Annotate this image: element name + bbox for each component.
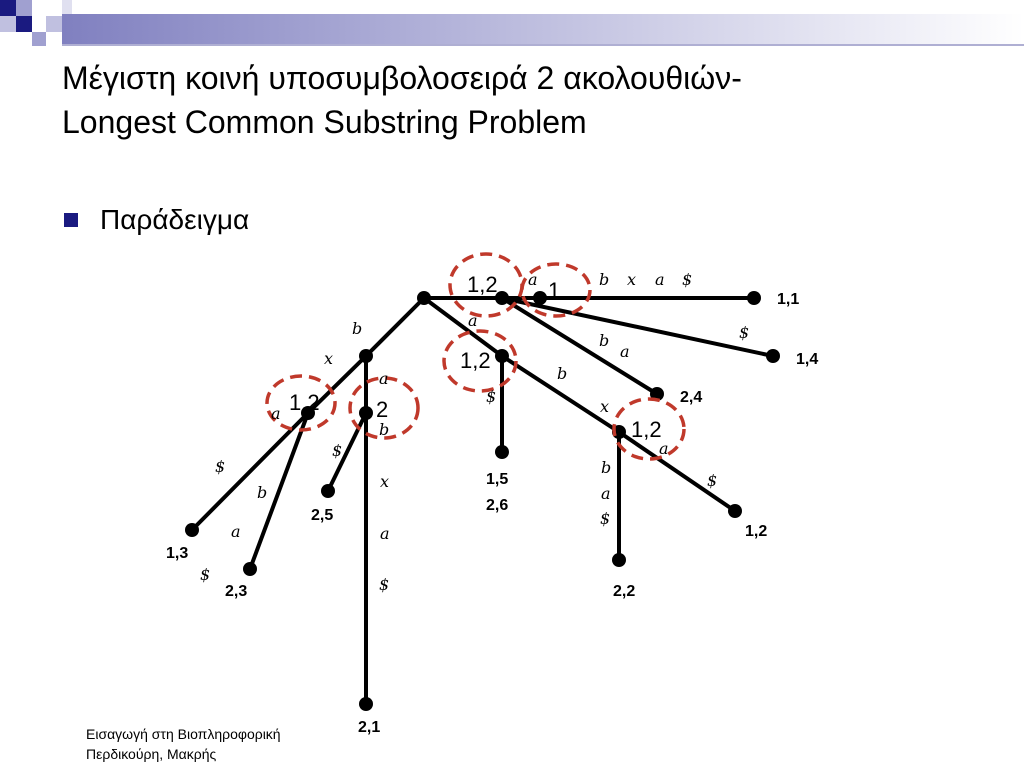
edge-label-dollar-15: $	[486, 387, 497, 406]
edge-label-a-top2: a	[655, 270, 665, 289]
leaf-label-2-1: 2,1	[358, 719, 381, 736]
edge-label-x-top: x	[627, 270, 637, 289]
leaf-label-1-2: 1,2	[745, 523, 768, 540]
bullet-text: Παράδειγμα	[100, 204, 250, 235]
node-leaf23	[243, 562, 257, 576]
edge-label-dollar-12: $	[707, 471, 718, 490]
edge-label-dollar-22: $	[600, 509, 611, 528]
leaf-label-1-1: 1,1	[777, 291, 800, 308]
title-line-greek: Μέγιστη κοινή υποσυμβολοσειρά 2 ακολουθιών-	[62, 60, 742, 96]
edge-label-dollar-14: $	[739, 323, 750, 342]
footer-line-course: Εισαγωγή στη Βιοπληροφορική	[86, 726, 281, 742]
edge-label-dollar-13: $	[215, 457, 226, 476]
node-leaf22	[612, 553, 626, 567]
edge-label-b-inner: b	[379, 420, 390, 439]
node-n1	[533, 291, 547, 305]
marker-label-left: 1,2	[289, 390, 320, 415]
edge-label-a-top: a	[528, 270, 538, 289]
node-root	[417, 291, 431, 305]
edge-label-x-left: x	[324, 349, 334, 368]
edge-n12-leaf24	[502, 298, 657, 394]
edge-nright-leaf12	[619, 432, 735, 511]
footer-line-authors: Περδικούρη, Μακρής	[86, 746, 217, 762]
edge-label-b-left: b	[352, 319, 363, 338]
node-ntwo	[359, 406, 373, 420]
edge-label-b-23: b	[257, 483, 268, 502]
edge-label-a-22: a	[601, 484, 611, 503]
node-leaf11	[747, 291, 761, 305]
leaf-label-2-3: 2,3	[225, 583, 248, 600]
edge-label-dollar-top: $	[682, 270, 693, 289]
node-nmid	[495, 349, 509, 363]
edge-label-b-24: b	[599, 331, 610, 350]
edge-label-a-inner: a	[379, 369, 389, 388]
leaf-label-1-3: 1,3	[166, 545, 189, 562]
leaf-labels	[166, 291, 818, 736]
edge-label-b-top: b	[599, 270, 610, 289]
edge-label-a-mid: a	[468, 311, 478, 330]
leaf-label-1-4: 1,4	[796, 351, 819, 368]
edge-label-a-23: a	[231, 522, 241, 541]
node-leaf13	[185, 523, 199, 537]
leaf-label-2-6: 2,6	[486, 497, 509, 514]
marker-label-two: 2	[376, 397, 389, 422]
edge-label-a-21: a	[380, 524, 390, 543]
edge-label-x-mid: x	[600, 397, 610, 416]
edge-label-dollar-25: $	[332, 441, 343, 460]
leaf-label-2-2: 2,2	[613, 583, 636, 600]
edge-n12-leaf14	[502, 298, 773, 356]
edge-label-a-24: a	[620, 342, 630, 361]
edge-label-b-mid: b	[557, 364, 568, 383]
marker-label-root: 1,2	[467, 272, 498, 297]
marker-label-mid: 1,2	[460, 348, 491, 373]
node-nleftup	[359, 349, 373, 363]
leaf-label-2-4: 2,4	[680, 389, 703, 406]
node-leaf25	[321, 484, 335, 498]
leaf-label-1-5: 1,5	[486, 471, 509, 488]
edge-label-dollar-21: $	[379, 575, 390, 594]
node-leaf12	[728, 504, 742, 518]
edge-label-dollar-23: $	[200, 565, 211, 584]
marker-label-right: 1,2	[631, 417, 662, 442]
edge-labels	[200, 270, 749, 594]
edge-label-b-22: b	[601, 458, 612, 477]
edge-label-a-12: a	[659, 439, 669, 458]
node-leaf14	[766, 349, 780, 363]
edge-label-x-21: x	[380, 472, 390, 491]
edge-label-a-left: a	[271, 404, 281, 423]
marker-label-one: 1	[548, 278, 561, 303]
leaf-label-2-5: 2,5	[311, 507, 334, 524]
edge-root-nleftup	[366, 298, 424, 356]
edge-nleft-leaf13	[192, 413, 308, 530]
node-leaf21	[359, 697, 373, 711]
node-leaf15	[495, 445, 509, 459]
slide-footer	[86, 724, 281, 764]
title-line-english: Longest Common Substring Problem	[62, 104, 587, 140]
